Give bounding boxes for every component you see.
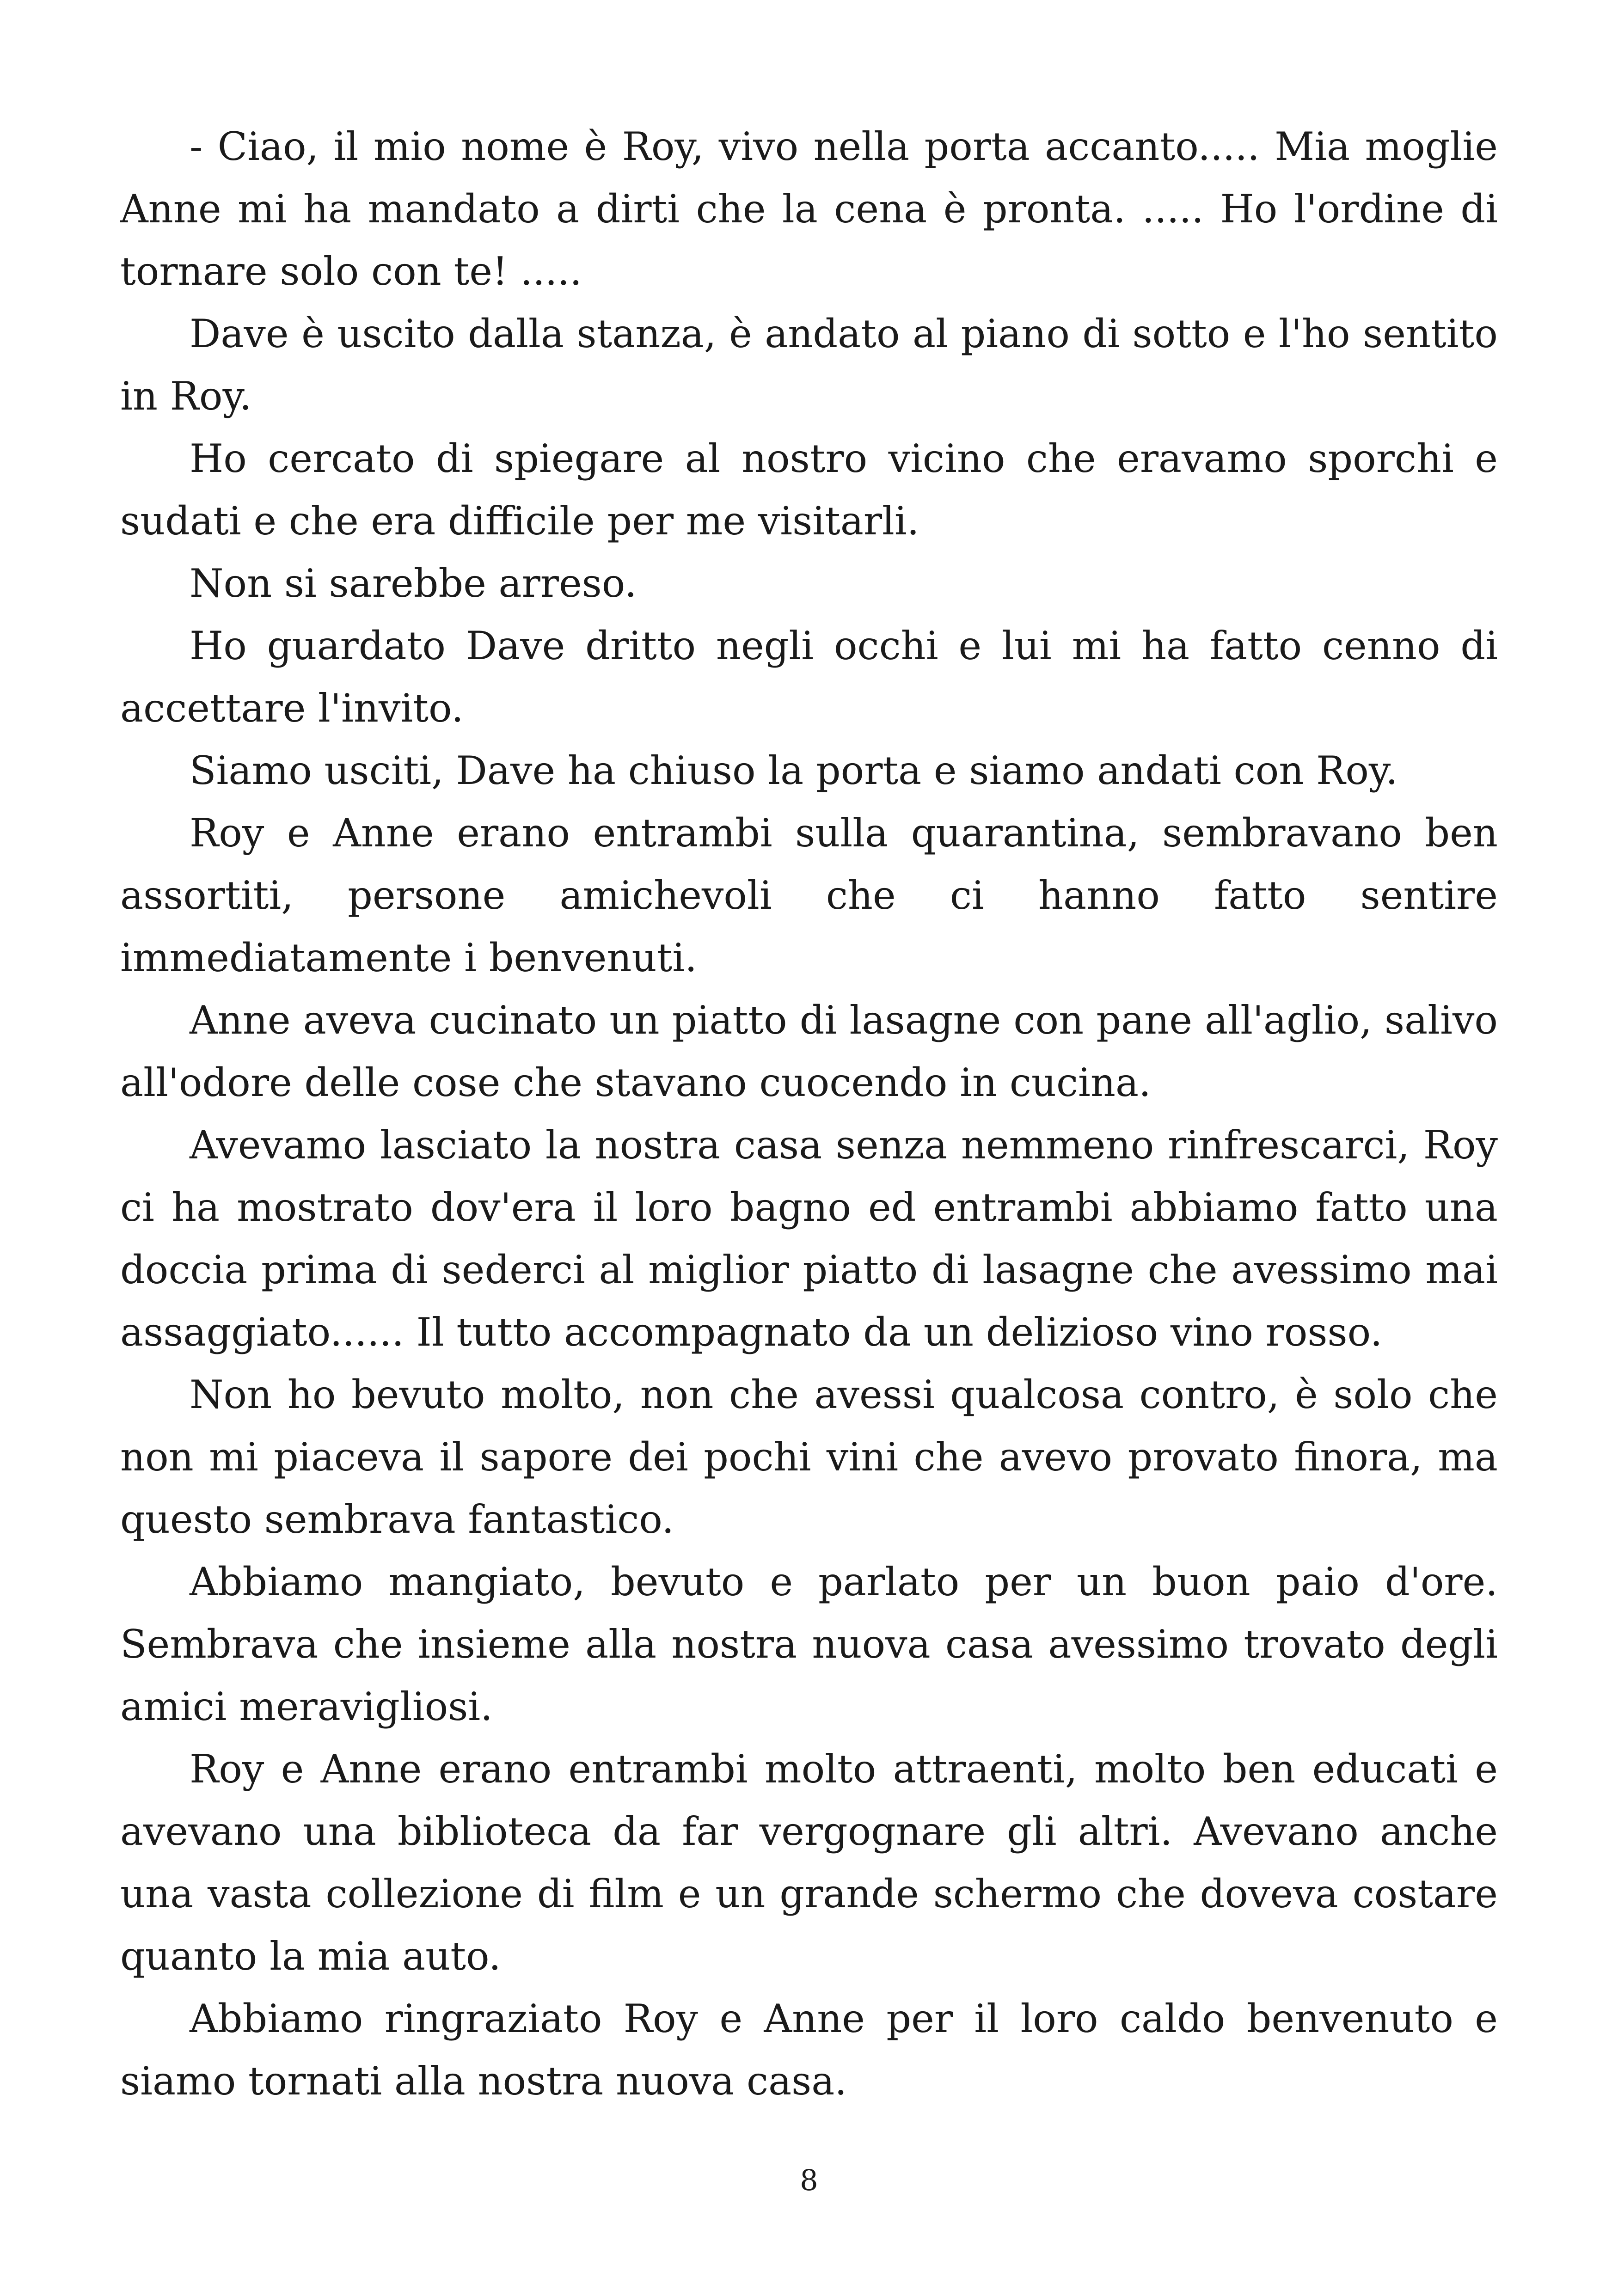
page-body [120,116,1498,2112]
paragraph: - Ciao, il mio nome è Roy, vivo nella porta accanto..... Mia moglie Anne mi ha mandato a dirti che la cena è pronta. ..... Ho l'ordine di tornare solo con te! ..... [120,124,1498,294]
paragraph: Non si sarebbe arreso. [190,561,637,606]
paragraph: Roy e Anne erano entrambi molto attraenti, molto ben educati e avevano una biblioteca da far vergognare gli altri. Avevano anche una vasta collezione di film e un grande schermo che doveva costare quanto la mia auto. [120,1746,1498,1979]
paragraph: Ho cercato di spiegare al nostro vicino che eravamo sporchi e sudati e che era difficile per me visitarli. [120,436,1498,544]
paragraph: Avevamo lasciato la nostra casa senza nemmeno rinfrescarci, Roy ci ha mostrato dov'era il loro bagno ed entrambi abbiamo fatto una doccia prima di sederci al miglior piatto di lasagne che avessimo mai assaggiato...... Il tutto accompagnato da un delizioso vino rosso. [120,1122,1498,1355]
paragraph: Dave è uscito dalla stanza, è andato al piano di sotto e l'ho sentito in Roy. [120,311,1498,419]
paragraph: Ho guardato Dave dritto negli occhi e lui mi ha fatto cenno di accettare l'invito. [120,623,1498,731]
paragraph: Anne aveva cucinato un piatto di lasagne con pane all'aglio, salivo all'odore delle cose che stavano cuocendo in cucina. [120,998,1498,1105]
paragraph: Non ho bevuto molto, non che avessi qualcosa contro, è solo che non mi piaceva il sapore dei pochi vini che avevo provato finora, ma questo sembrava fantastico. [120,1372,1498,1542]
paragraph: Abbiamo ringraziato Roy e Anne per il loro caldo benvenuto e siamo tornati alla nostra nuova casa. [120,1996,1498,2104]
paragraph: Abbiamo mangiato, bevuto e parlato per un buon paio d'ore. Sembrava che insieme alla nostra nuova casa avessimo trovato degli amici meravigliosi. [120,1559,1498,1729]
page-number: 8 [800,2163,818,2197]
paragraph: Siamo usciti, Dave ha chiuso la porta e siamo andati con Roy. [190,748,1398,793]
paragraph: Roy e Anne erano entrambi sulla quarantina, sembravano ben assortiti, persone amichevoli che ci hanno fatto sentire immediatamente i benvenuti. [120,810,1498,980]
